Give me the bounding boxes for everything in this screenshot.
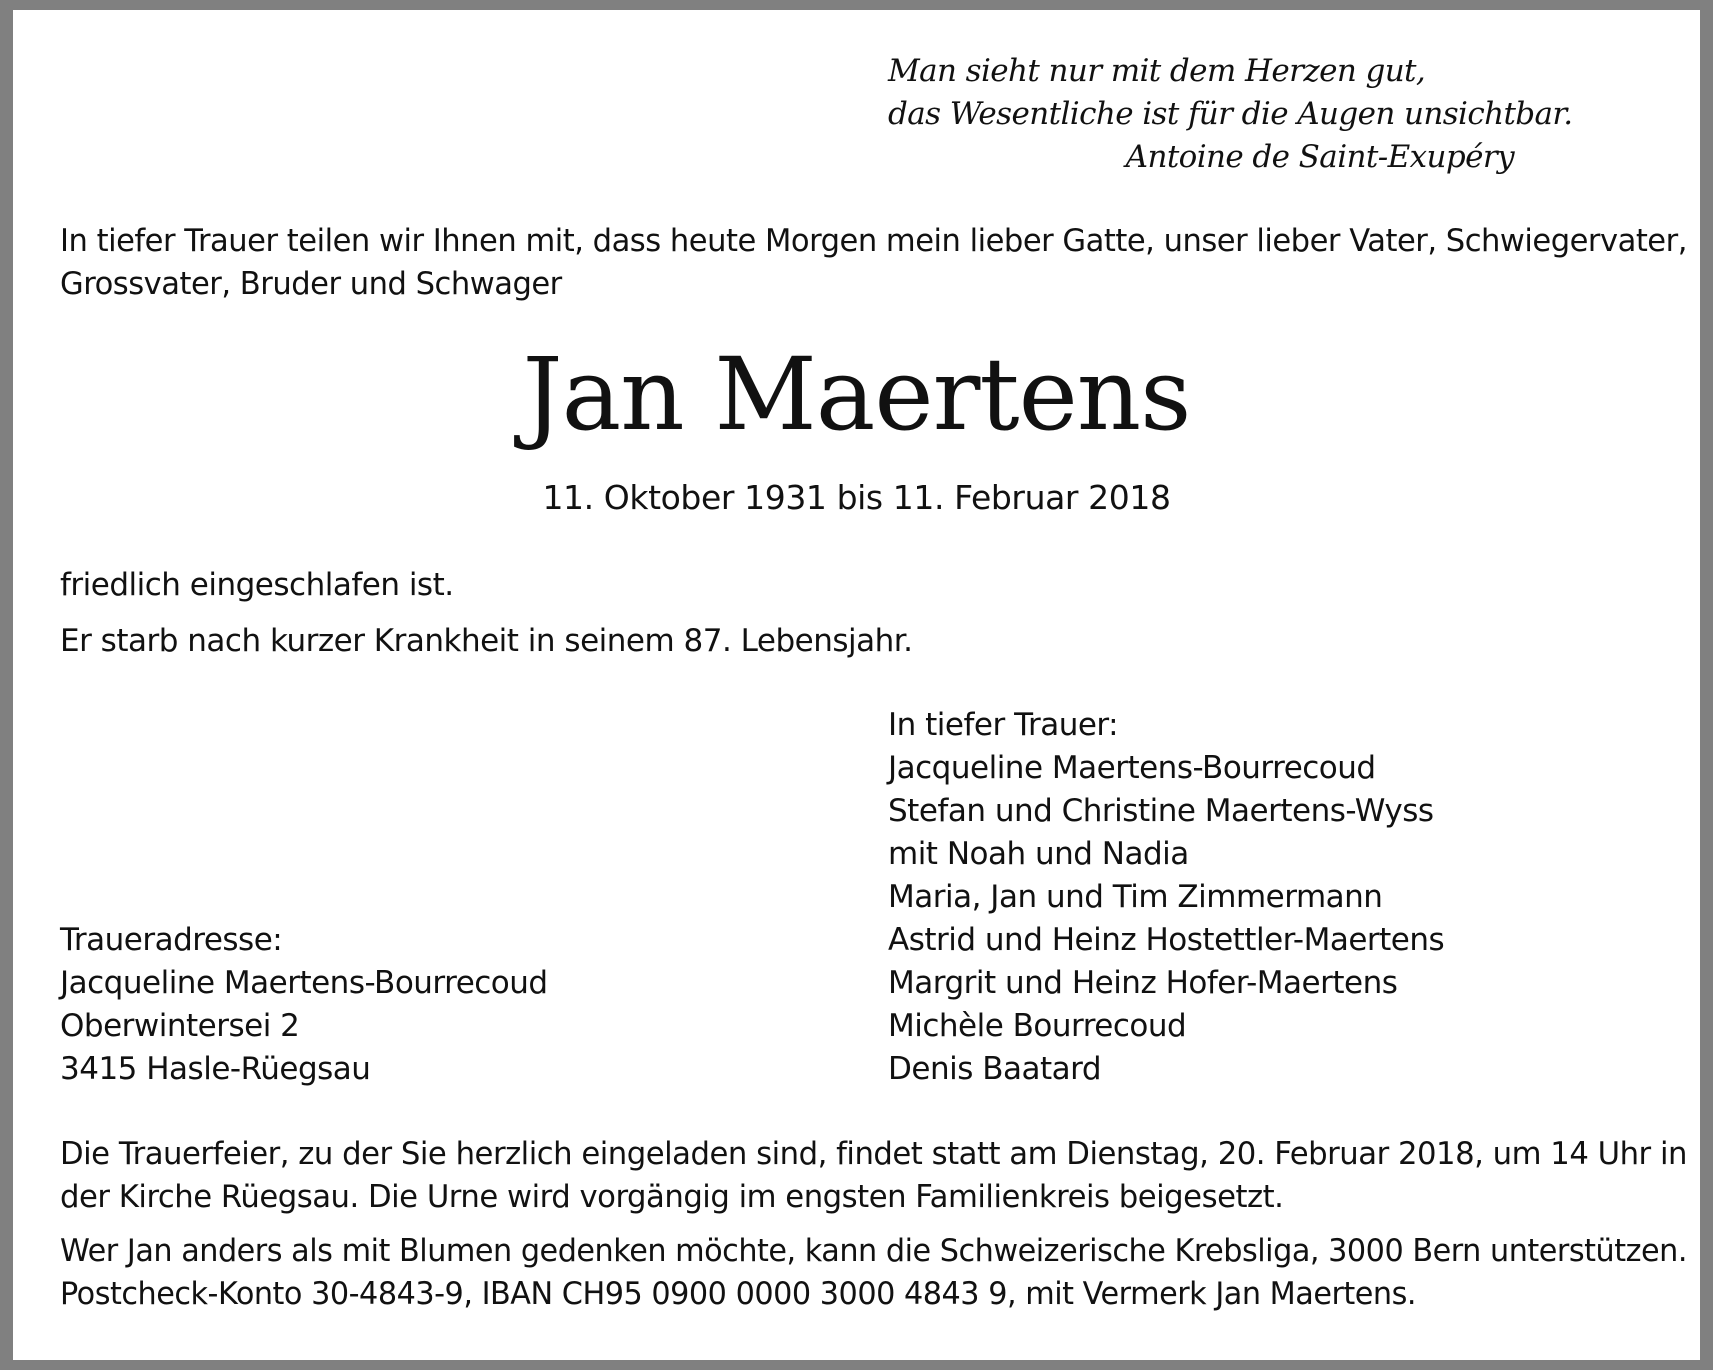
quote-line-1: Man sieht nur mit dem Herzen gut, <box>888 53 1426 89</box>
intro-paragraph <box>60 220 1687 306</box>
mourner-name: Astrid und Heinz Hostettler-Maertens <box>888 922 1445 958</box>
passing-line-1: friedlich eingeschlafen ist. <box>60 567 454 603</box>
ceremony-paragraph <box>60 1133 1687 1219</box>
ceremony-line-1: Die Trauerfeier, zu der Sie herzlich eingeladen sind, findet statt am Dienstag, 20. Februar 2018, um 14 Uhr in <box>60 1136 1687 1172</box>
mourner-name: Maria, Jan und Tim Zimmermann <box>888 879 1383 915</box>
quote-author: Antoine de Saint-Exupéry <box>1125 139 1514 175</box>
mourners-list <box>888 704 1444 1091</box>
intro-line-2: Grossvater, Bruder und Schwager <box>60 266 562 302</box>
address-street: Oberwintersei 2 <box>60 1008 300 1044</box>
address-heading: Traueradresse: <box>60 922 283 958</box>
quote-line-2: das Wesentliche ist für die Augen unsichtbar. <box>888 96 1573 132</box>
intro-line-1: In tiefer Trauer teilen wir Ihnen mit, dass heute Morgen mein lieber Gatte, unser lieber Vater, Schwiegervater, <box>60 223 1687 259</box>
mourner-name: Stefan und Christine Maertens-Wyss <box>888 793 1434 829</box>
mourner-name: mit Noah und Nadia <box>888 836 1189 872</box>
address-city: 3415 Hasle-Rüegsau <box>60 1051 371 1087</box>
mourner-name: Jacqueline Maertens-Bourrecoud <box>888 750 1376 786</box>
donation-paragraph <box>60 1230 1687 1316</box>
mourner-name: Margrit und Heinz Hofer-Maertens <box>888 965 1398 1001</box>
mourner-name: Michèle Bourrecoud <box>888 1008 1187 1044</box>
ceremony-line-2: der Kirche Rüegsau. Die Urne wird vorgängig im engsten Familienkreis beigesetzt. <box>60 1179 1284 1215</box>
donation-line-1: Wer Jan anders als mit Blumen gedenken möchte, kann die Schweizerische Krebsliga, 3000 Bern unterstützen. <box>60 1233 1687 1269</box>
mourners-heading: In tiefer Trauer: <box>888 707 1119 743</box>
deceased-name: Jan Maertens <box>522 336 1191 453</box>
mourner-name: Denis Baatard <box>888 1051 1101 1087</box>
passing-line-2: Er starb nach kurzer Krankheit in seinem 87. Lebensjahr. <box>60 623 913 659</box>
donation-line-2: Postcheck-Konto 30-4843-9, IBAN CH95 0900 0000 3000 4843 9, mit Vermerk Jan Maertens. <box>60 1276 1417 1312</box>
address-name: Jacqueline Maertens-Bourrecoud <box>60 965 548 1001</box>
quote-block <box>888 50 1573 136</box>
mourning-address <box>60 919 548 1091</box>
life-dates: 11. Oktober 1931 bis 11. Februar 2018 <box>542 478 1171 517</box>
